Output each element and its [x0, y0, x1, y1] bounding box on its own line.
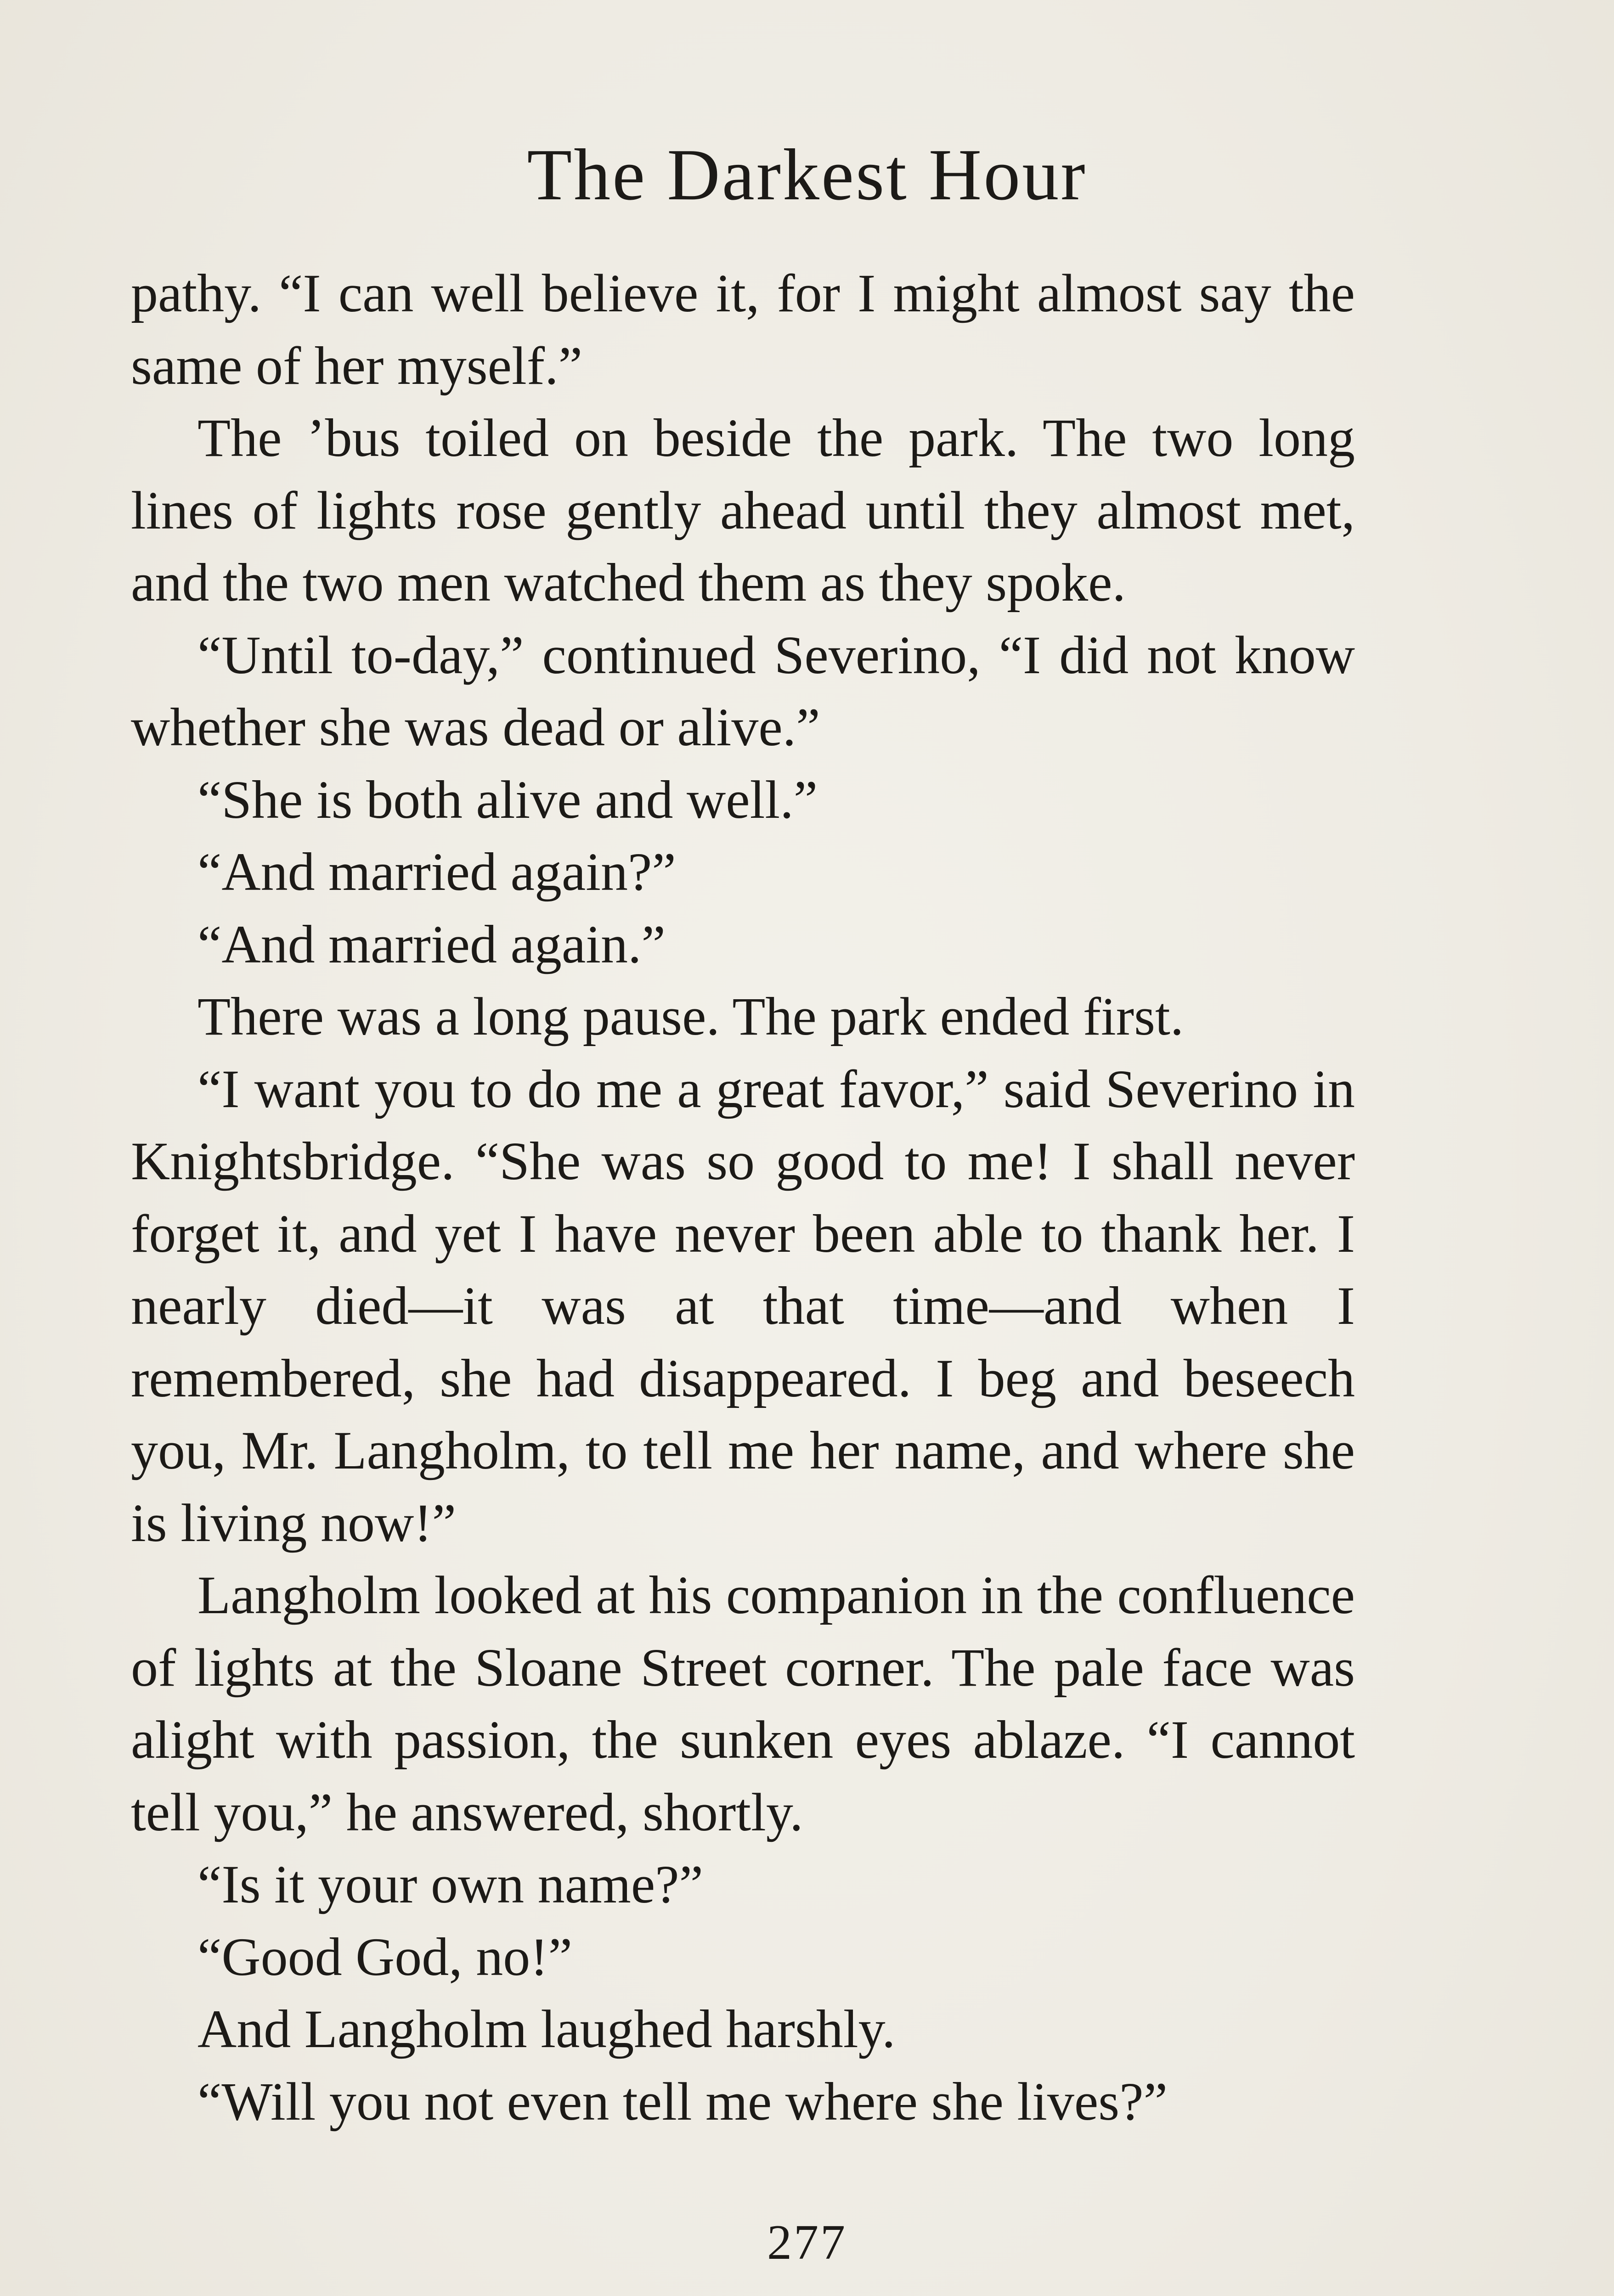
paragraph: pathy. “I can well believe it, for I might almost say the same of her myself.” — [131, 263, 1355, 396]
paragraph: The ’bus toiled on beside the park. The two long lines of lights rose gently ahead until they almost met, and the two men watched them as they spoke. — [131, 408, 1355, 613]
page-number: 277 — [767, 2215, 847, 2270]
paragraph: “She is both alive and well.” — [198, 769, 818, 830]
body-text — [131, 257, 1355, 2138]
paragraph: Langholm looked at his companion in the confluence of lights at the Sloane Street corner. The pale face was alight with passion, the sunken eyes ablaze. “I cannot tell you,” he answered, shortly. — [131, 1565, 1355, 1842]
paragraph: There was a long pause. The park ended first. — [198, 986, 1184, 1047]
running-head: The Darkest Hour — [527, 134, 1087, 215]
paragraph: “Until to-day,” continued Severino, “I did not know whether she was dead or alive.” — [131, 625, 1355, 757]
paragraph: “And married again.” — [198, 914, 666, 974]
paragraph: And Langholm laughed harshly. — [198, 1999, 896, 2059]
paragraph: “Will you not even tell me where she lives?” — [198, 2071, 1168, 2132]
paragraph: “And married again?” — [198, 842, 676, 902]
paragraph: “Good God, no!” — [198, 1926, 572, 1987]
paragraph: “Is it your own name?” — [198, 1854, 703, 1914]
paragraph: “I want you to do me a great favor,” said Severino in Knightsbridge. “She was so good to me! I shall never forget it, and yet I have never been able to thank her. I nearly died—it was at that time—and when I remembered, she had disappeared. I beg and beseech you, Mr. Langholm, to tell me her name, and where she is living now!” — [131, 1058, 1355, 1553]
